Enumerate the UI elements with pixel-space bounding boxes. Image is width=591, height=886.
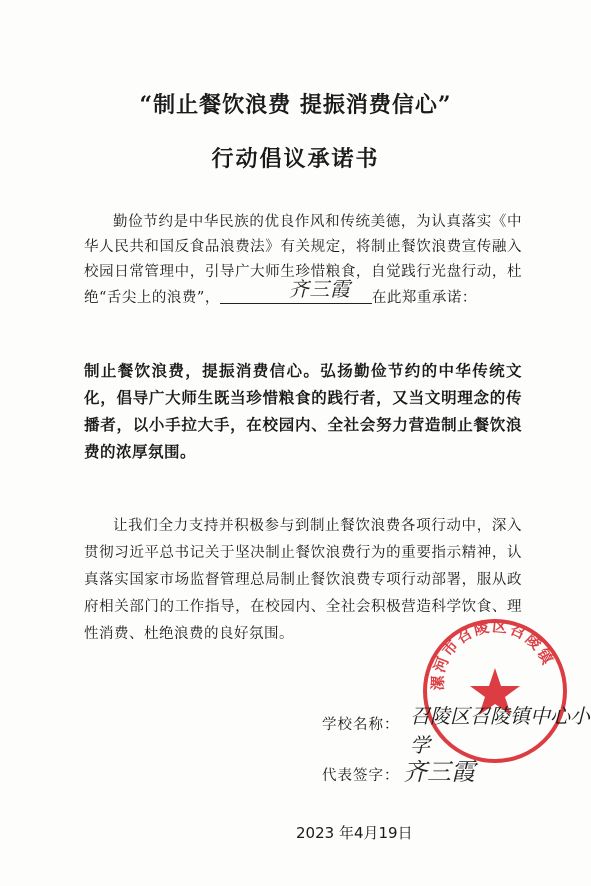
document-title-line1: “制止餐饮浪费 提振消费信心” [139, 92, 452, 118]
signature-line [220, 277, 372, 304]
document-title-line2: 行动倡议承诺书 [211, 146, 380, 172]
paragraph-intro-text: 勤俭节约是中华民族的优良作风和传统美德，为认真落实《中华人民共和国反食品浪费法》有关规定，将制止餐饮浪费宣传融入校园日常管理中，引导广大师生珍惜粮食，自觉践行光盘行动，杜绝“舌尖上的浪费”， [84, 214, 522, 306]
paragraph-intro [84, 210, 522, 311]
representative-signature: 齐三霞 [403, 758, 475, 786]
paragraph-call-to-action: 让我们全力支持并积极参与到制止餐饮浪费各项行动中，深入贯彻习近平总书记关于坚决制止餐饮浪费行为的重要指示精神，认真落实国家市场监督管理总局制止餐饮浪费专项行动部署，服从政府相关部门的工作指导，在校园内、全社会积极营造科学饮食、理性消费、杜绝浪费的良好氛围。 [84, 518, 522, 642]
paragraph-commitment: 制止餐饮浪费，提振消费信心。弘扬勤俭节约的中华传统文化，倡导广大师生既当珍惜粮食的践行者，又当文明理念的传播者，以小手拉大手，在校园内、全社会努力营造制止餐饮浪费的浓厚氛围。 [84, 362, 522, 461]
signing-date: 2023 年4月19日 [296, 824, 413, 842]
inline-signature: 齐三霞 [288, 277, 351, 301]
paragraph-intro-tail: 在此郑重承诺： [371, 290, 477, 306]
school-name-label: 学校名称： [322, 717, 400, 733]
school-name-handwritten: 召陵区召陵镇中心小学 [410, 704, 590, 757]
representative-signature-label: 代表签字： [322, 768, 400, 784]
seal-lettering: 漯河市召陵区召陵镇 [428, 617, 558, 691]
